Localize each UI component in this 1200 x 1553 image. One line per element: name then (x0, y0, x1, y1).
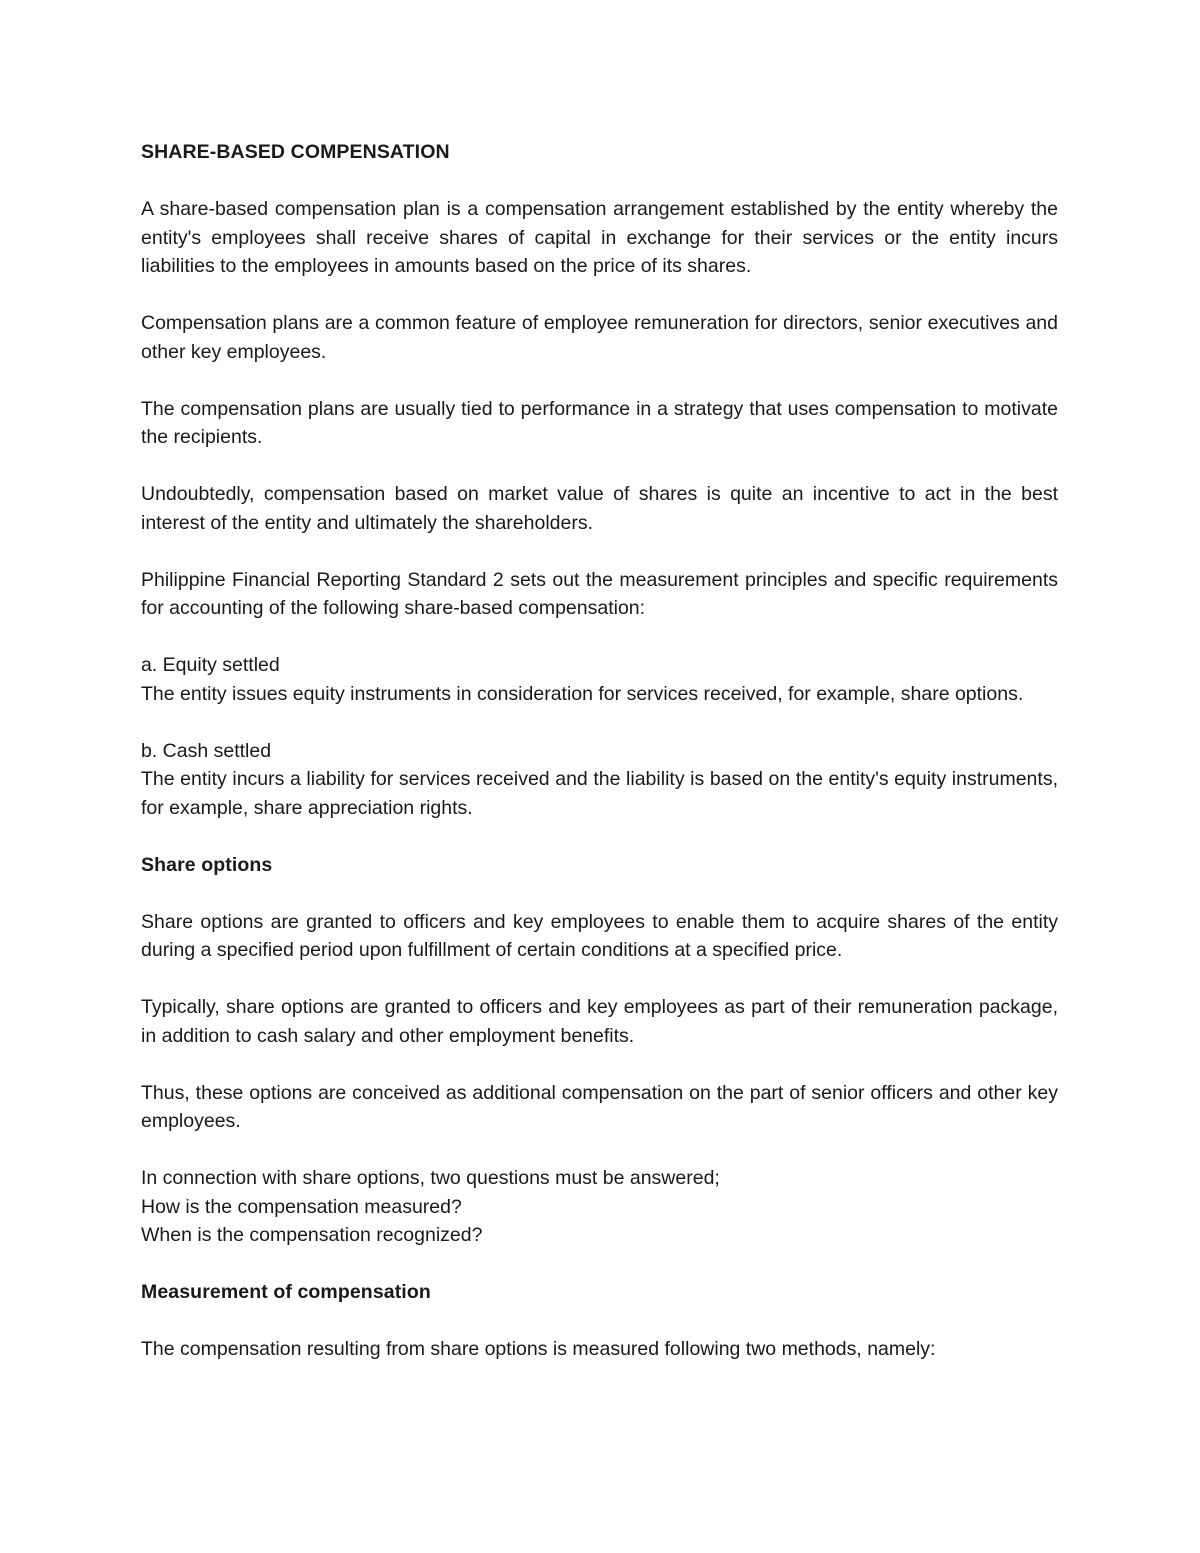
paragraph-measurement: The compensation resulting from share options is measured following two methods, namely: (141, 1338, 936, 1360)
item-b-label: b. Cash settled (141, 739, 272, 762)
item-a-label: a. Equity settled (141, 654, 280, 676)
questions-intro: In connection with share options, two questions must be answered; (141, 1167, 720, 1189)
paragraph-share-options-additional: Thus, these options are conceived as additional compensation on the part of senior officers and other key employees. (141, 1081, 1058, 1132)
paragraph-share-options-definition: Share options are granted to officers and key employees to enable them to acquire shares of the entity during a specified period upon fulfillment of certain conditions at a specified price. (141, 910, 1058, 961)
paragraph-pfrs2: Philippine Financial Reporting Standard 2 sets out the measurement principles and specific requirements for accounting of the following share-based compensation: (141, 568, 1058, 619)
paragraph-incentive: Undoubtedly, compensation based on market value of shares is quite an incentive to act in the best interest of the entity and ultimately the shareholders. (141, 483, 1058, 534)
item-a-text: The entity issues equity instruments in consideration for services received, for example, share options. (141, 682, 1024, 705)
section-heading-measurement: Measurement of compensation (141, 1281, 431, 1303)
question-recognized: When is the compensation recognized? (141, 1224, 483, 1246)
question-measured: How is the compensation measured? (141, 1195, 462, 1218)
section-heading-share-options: Share options (141, 853, 273, 876)
document-title: SHARE-BASED COMPENSATION (141, 141, 450, 163)
item-b-text: The entity incurs a liability for services received and the liability is based on the entity's equity instruments, for example, share appreciation rights. (141, 768, 1058, 819)
paragraph-definition: A share-based compensation plan is a compensation arrangement established by the entity whereby the entity's employees shall receive shares of capital in exchange for their services or the entity incurs liabilities to the employees in amounts based on the price of its shares. (141, 198, 1058, 277)
paragraph-performance: The compensation plans are usually tied to performance in a strategy that uses compensation to motivate the recipients. (141, 397, 1058, 448)
paragraph-share-options-typical: Typically, share options are granted to officers and key employees as part of their remuneration package, in addition to cash salary and other employment benefits. (141, 996, 1058, 1047)
paragraph-common-feature: Compensation plans are a common feature of employee remuneration for directors, senior executives and other key employees. (141, 312, 1058, 363)
document-page (141, 138, 1058, 1364)
